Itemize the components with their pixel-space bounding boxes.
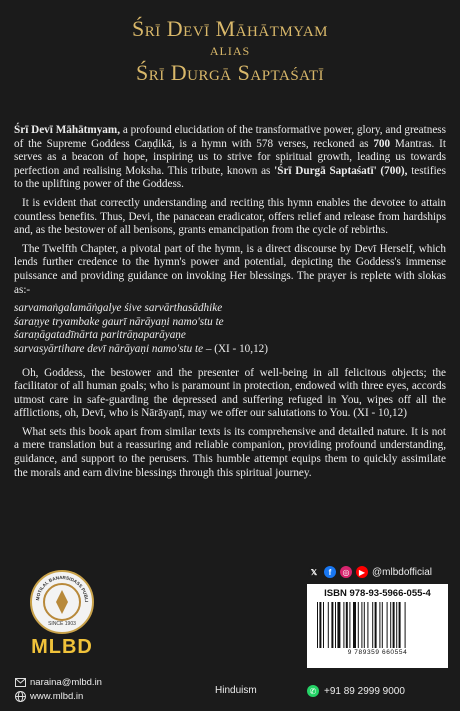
book-subtitle: Śrī Durgā Saptaśatī	[136, 60, 324, 85]
barcode-bar	[328, 602, 329, 648]
barcode-bar	[364, 602, 365, 648]
mail-icon	[14, 676, 26, 688]
barcode-bar	[361, 602, 362, 648]
barcode-digits: 9 789359 660554	[347, 649, 408, 656]
paragraph-4: Oh, Goddess, the bestower and the presenter of well-being in all felicitous objects; the facilitator of all human goals; who is paramount in protection, endowed with three eyes, accords utmost care in safe-guarding the depressed and suffering refuged in You, wipes off all the afflictions, oh, Devī, who is Nārāyaṇī, may we offer our salutations to You. (XI - 10,12)	[14, 366, 446, 420]
website-link[interactable]: www.mlbd.in	[30, 690, 84, 702]
barcode-bar	[375, 602, 377, 648]
barcode-bar	[335, 602, 336, 648]
barcode-bar	[399, 602, 401, 648]
blurb	[14, 124, 446, 485]
barcode-bar	[393, 602, 395, 648]
mlbd-logo: MLBD	[31, 636, 93, 658]
sloka-line: śaraṇāgatadīnārta paritrāṇaparāyaṇe	[14, 329, 186, 342]
barcode-bar	[317, 602, 318, 648]
paragraph-2: It is evident that correctly understanding and reciting this hymn enables the devotee to attain countless benefits. Thus, Devi, the panacean eradicator, offers relief and release from hardships and, as the bestower of all benisons, grants emancipation from the cycle of rebirths.	[14, 196, 446, 237]
barcode-bar	[343, 602, 344, 648]
barcode	[307, 584, 448, 668]
phone-number[interactable]: +91 89 2999 9000	[324, 685, 405, 697]
isbn-label: ISBN 978-93-5966-055-4	[324, 588, 431, 599]
x-icon[interactable]: 𝕏	[308, 566, 320, 578]
title-block	[0, 0, 460, 86]
text-span: Mantras. It serves as a beacon of hope, inspiring us to strive for spiritual growth, leading us towards perfection and realising Moksha. This tribute, known as	[14, 137, 446, 177]
bold-title: Śrī Devī Māhātmyam,	[14, 124, 121, 136]
phone-row[interactable]	[307, 685, 405, 697]
barcode-bar	[367, 602, 368, 648]
sloka-line: śaraṇye tryambake gaurī nārāyaṇi namo'stu te	[14, 315, 224, 328]
barcode-bar	[346, 602, 348, 648]
social-handle[interactable]: @mlbdofficial	[372, 566, 432, 578]
barcode-bar	[405, 602, 406, 648]
barcode-bar	[323, 602, 324, 648]
text-span: a profound elucidation of the transformative power, glory, and greatness of the Supreme Goddess Caṇḍikā, is a hymn with 578 verses, reckoned as	[14, 124, 446, 150]
paragraph-5: What sets this book apart from similar texts is its comprehensive and detailed nature. It is not a mere translation but a reassuring and reliable companion, providing profound understanding, guidance, and support to the perusers. This humble attempt equips them to quickly assimilate the morals and earn divine blessings through this spiritual journey.	[14, 425, 446, 479]
barcode-bar	[379, 602, 380, 648]
text-span: testifies to the uplifting power of the Goddess.	[14, 164, 446, 191]
publisher-seal-icon	[30, 570, 94, 634]
alias-label: ALIAS	[209, 44, 251, 58]
barcode-bar	[319, 602, 321, 648]
sloka	[14, 302, 446, 356]
email-row[interactable]	[14, 675, 102, 689]
barcode-bar	[387, 602, 388, 648]
barcode-bar	[382, 602, 383, 648]
instagram-icon[interactable]: ◎	[340, 566, 352, 578]
book-title: Śrī Devī Māhātmyam	[131, 16, 328, 41]
youtube-icon[interactable]: ▶	[356, 566, 368, 578]
sloka-reference: – (XI - 10,12)	[203, 342, 268, 355]
barcode-bar	[396, 602, 397, 648]
contact-block	[14, 675, 102, 703]
bold-number: 700	[373, 137, 391, 150]
barcode-bar	[337, 602, 340, 648]
genre-label: Hinduism	[215, 685, 257, 696]
barcode-bar	[353, 602, 356, 648]
seal-since: SINCE 1903	[48, 621, 76, 627]
publisher-logo	[14, 570, 110, 659]
email-link[interactable]: naraina@mlbd.in	[30, 676, 102, 688]
barcode-bar	[358, 602, 359, 648]
barcode-bars	[315, 602, 440, 648]
bold-alt-title: 'Śrī Durgā Saptaśatī' (700),	[274, 164, 408, 177]
seal-ring-text: MOTILAL BANARSIDASS PUBLI	[34, 574, 90, 603]
website-row[interactable]	[14, 689, 102, 703]
barcode-bar	[331, 602, 333, 648]
barcode-bar	[390, 602, 391, 648]
paragraph-1	[14, 124, 446, 192]
sloka-line-text: sarvasyārtihare devī nārāyaṇi namo'stu te	[14, 342, 204, 355]
paragraph-3: The Twelfth Chapter, a pivotal part of the hymn, is a direct discourse by Devī Herself, which lends further credence to the hymn's power and potential, depicting the Goddess's immense puissance and providing guidance on invoking Her blessings. The prayer is replete with slokas as:-	[14, 242, 446, 296]
barcode-bar	[372, 602, 373, 648]
sloka-line	[14, 343, 446, 357]
globe-icon	[14, 690, 26, 702]
facebook-icon[interactable]: f	[324, 566, 336, 578]
social-row	[308, 566, 432, 578]
sloka-line: sarvamaṅgalamāṅgalye śive sarvārthasādhike	[14, 302, 223, 315]
whatsapp-icon: ✆	[307, 685, 319, 697]
barcode-bar	[349, 602, 350, 648]
